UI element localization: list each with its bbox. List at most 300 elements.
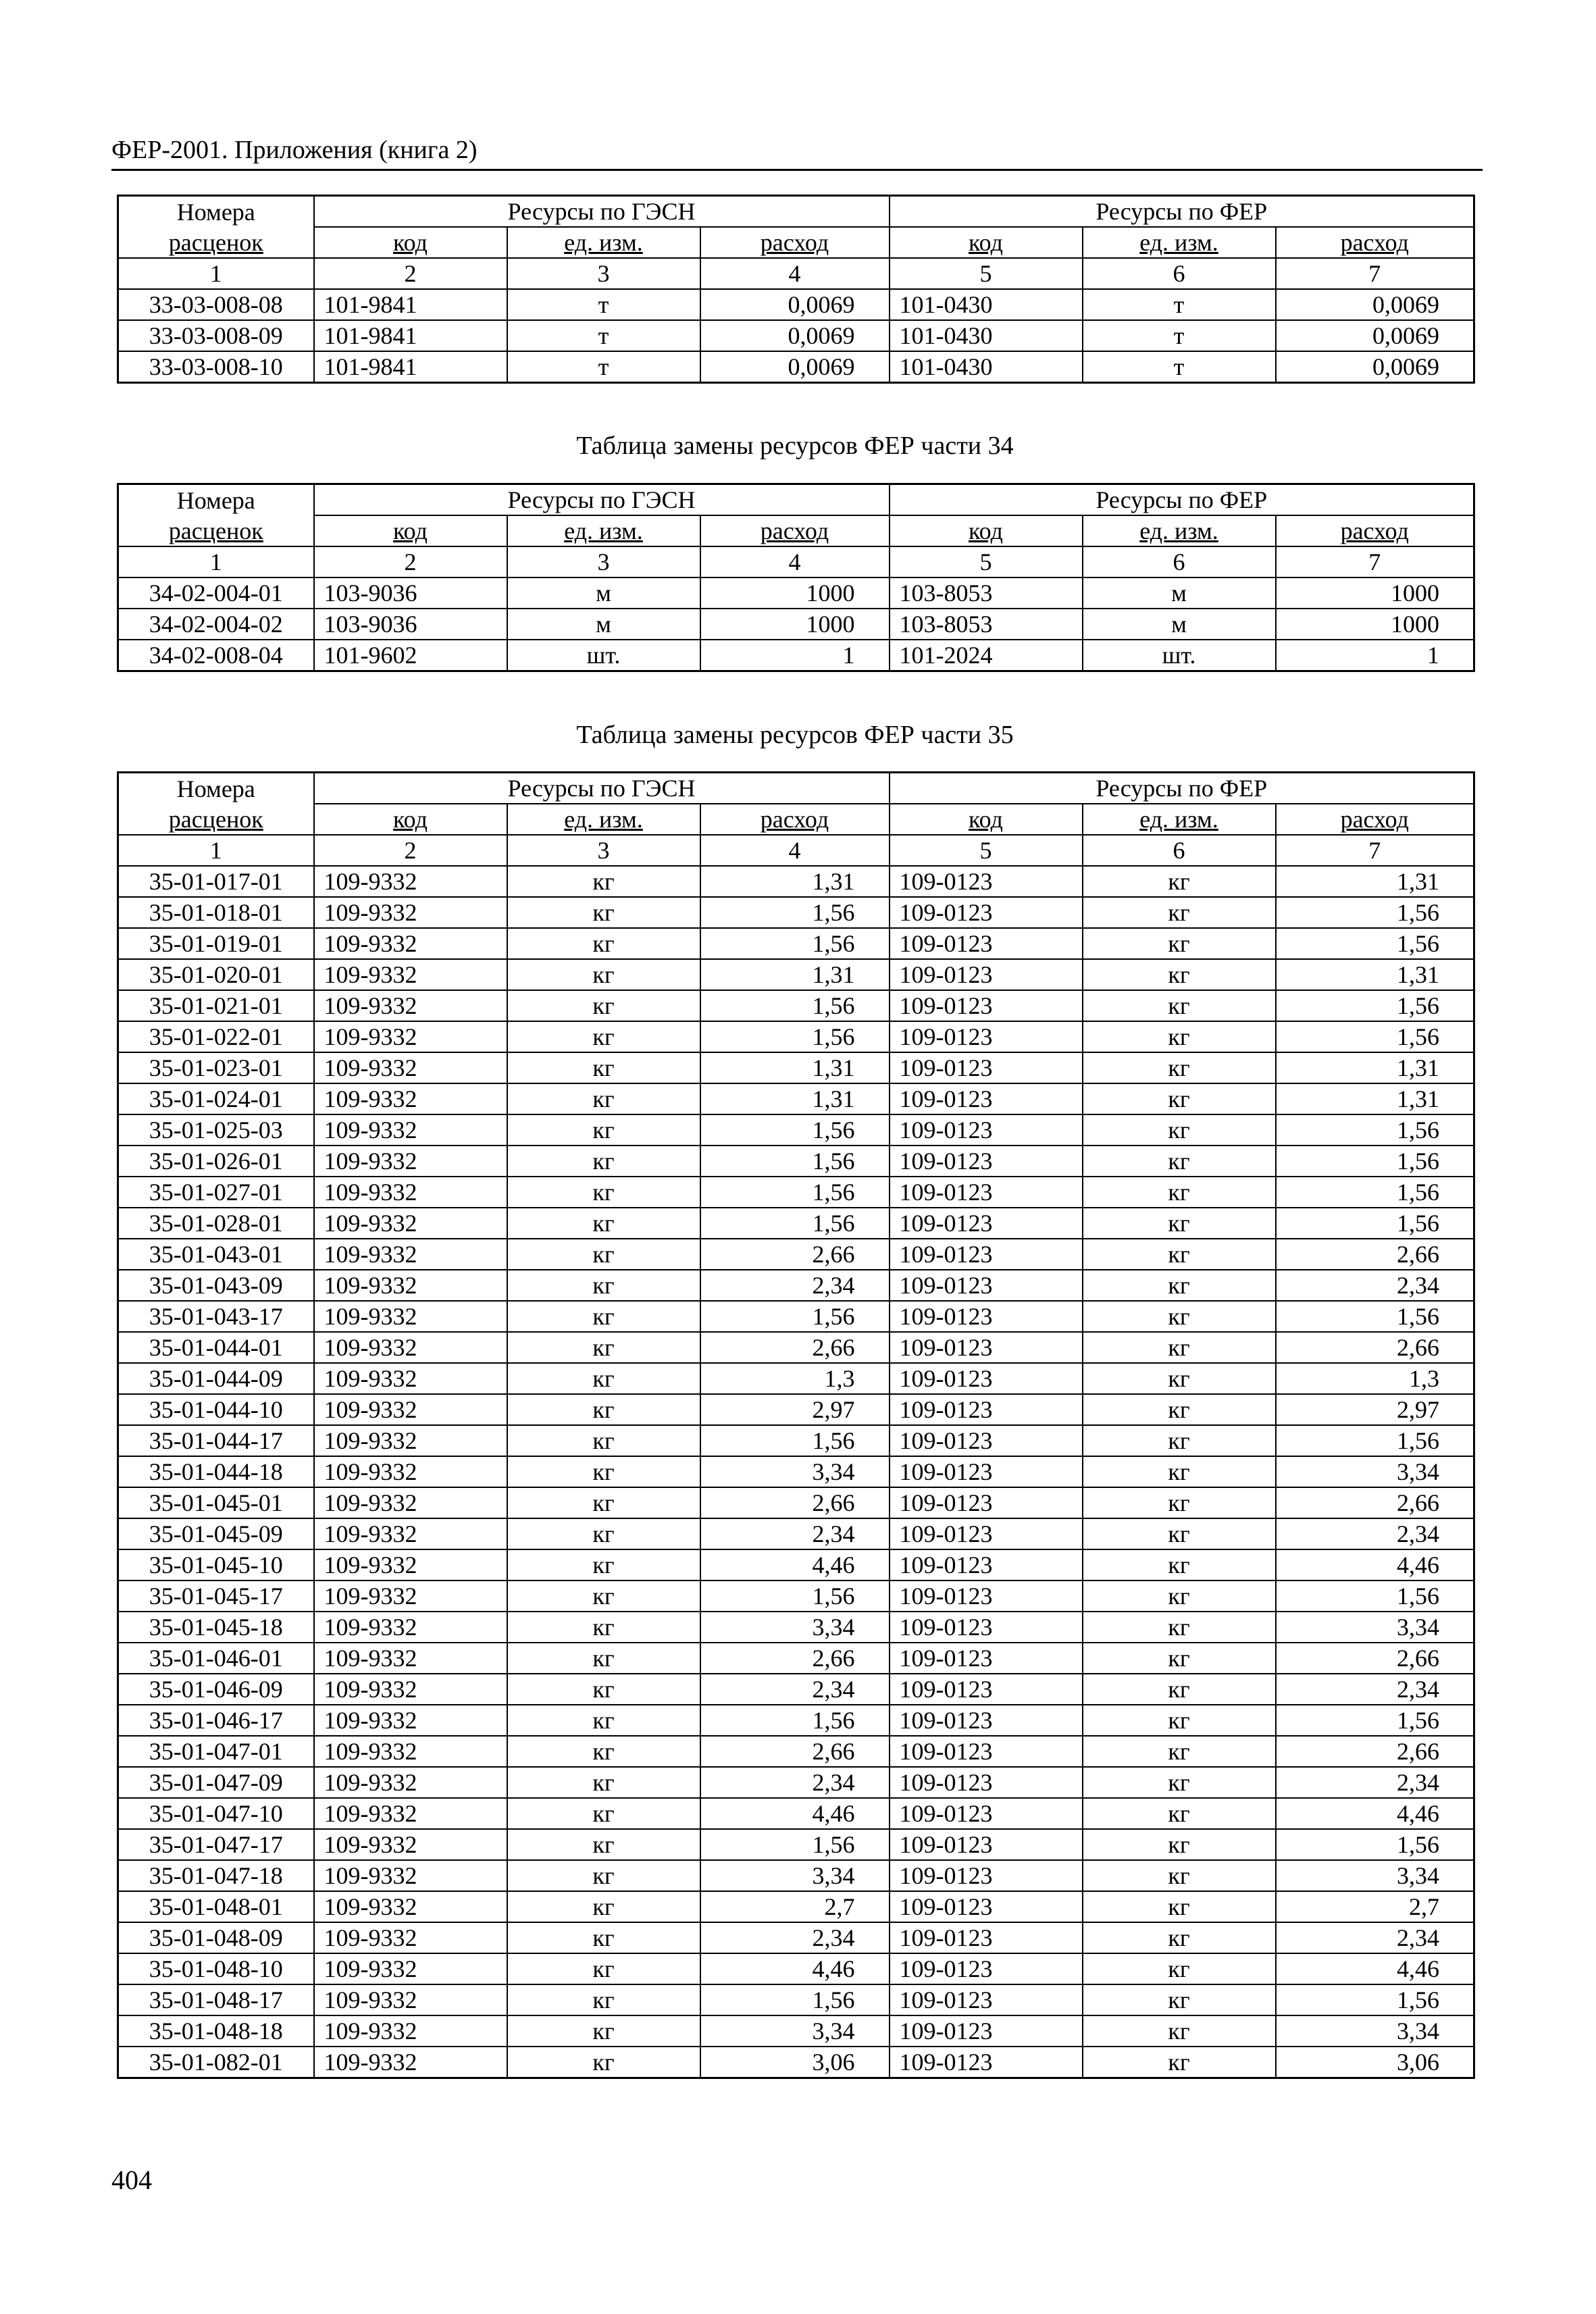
table-row bbox=[118, 1301, 1474, 1332]
fer-code-cell: 109-0123 bbox=[890, 1332, 1083, 1363]
gesn-consumption-cell: 1,56 bbox=[700, 897, 890, 928]
gesn-code-cell: 109-9332 bbox=[314, 1953, 507, 1984]
table-caption-part-35: Таблица замены ресурсов ФЕР части 35 bbox=[576, 721, 1014, 749]
fer-unit-cell: кг bbox=[1083, 1612, 1276, 1643]
gesn-consumption-cell: 1000 bbox=[700, 577, 890, 609]
gesn-code-cell: 109-9332 bbox=[314, 1394, 507, 1425]
rate-number-cell: 35-01-044-10 bbox=[118, 1394, 314, 1425]
rate-number-cell: 35-01-028-01 bbox=[118, 1208, 314, 1239]
fer-unit-cell: кг bbox=[1083, 1891, 1276, 1922]
rate-number-cell: 35-01-043-01 bbox=[118, 1239, 314, 1270]
gesn-consumption-cell: 3,34 bbox=[700, 1860, 890, 1891]
fer-unit-cell: кг bbox=[1083, 897, 1276, 928]
gesn-unit-cell: кг bbox=[507, 1425, 700, 1456]
table-row bbox=[118, 866, 1474, 897]
fer-unit-cell: кг bbox=[1083, 1580, 1276, 1612]
gesn-consumption-header: расход bbox=[700, 227, 890, 258]
fer-code-cell: 109-0123 bbox=[890, 1891, 1083, 1922]
fer-code-cell: 109-0123 bbox=[890, 1922, 1083, 1953]
gesn-consumption-cell: 2,66 bbox=[700, 1332, 890, 1363]
column-number: 7 bbox=[1276, 546, 1474, 577]
fer-unit-header: ед. изм. bbox=[1083, 515, 1276, 546]
gesn-code-cell: 109-9332 bbox=[314, 1363, 507, 1394]
fer-code-cell: 109-0123 bbox=[890, 866, 1083, 897]
fer-consumption-cell: 4,46 bbox=[1276, 1953, 1474, 1984]
gesn-consumption-cell: 1,56 bbox=[700, 1021, 890, 1052]
rate-number-cell: 35-01-045-10 bbox=[118, 1549, 314, 1580]
gesn-code-cell: 103-9036 bbox=[314, 577, 507, 609]
gesn-consumption-cell: 1,31 bbox=[700, 866, 890, 897]
fer-unit-cell: кг bbox=[1083, 1239, 1276, 1270]
gesn-unit-header: ед. изм. bbox=[507, 515, 700, 546]
fer-code-cell: 109-0123 bbox=[890, 1270, 1083, 1301]
gesn-code-cell: 109-9332 bbox=[314, 1487, 507, 1518]
fer-consumption-cell: 1000 bbox=[1276, 609, 1474, 640]
fer-consumption-cell: 3,06 bbox=[1276, 2047, 1474, 2078]
rate-numbers-header: Номера bbox=[118, 196, 314, 228]
fer-consumption-cell: 1,56 bbox=[1276, 897, 1474, 928]
fer-code-cell: 109-0123 bbox=[890, 1394, 1083, 1425]
gesn-consumption-cell: 3,06 bbox=[700, 2047, 890, 2078]
fer-code-cell: 109-0123 bbox=[890, 1052, 1083, 1083]
gesn-code-cell: 109-9332 bbox=[314, 897, 507, 928]
table-row bbox=[118, 1332, 1474, 1363]
fer-unit-cell: т bbox=[1083, 320, 1276, 351]
table-row bbox=[118, 1643, 1474, 1674]
fer-code-cell: 109-0123 bbox=[890, 1829, 1083, 1860]
header-row-groups bbox=[118, 484, 1474, 516]
fer-code-cell: 109-0123 bbox=[890, 1114, 1083, 1146]
fer-code-cell: 103-8053 bbox=[890, 577, 1083, 609]
fer-consumption-cell: 1,56 bbox=[1276, 1146, 1474, 1177]
gesn-unit-cell: т bbox=[507, 289, 700, 320]
fer-unit-cell: кг bbox=[1083, 1643, 1276, 1674]
fer-unit-cell: т bbox=[1083, 351, 1276, 383]
gesn-unit-cell: кг bbox=[507, 1301, 700, 1332]
gesn-unit-cell: кг bbox=[507, 1953, 700, 1984]
gesn-resources-header: Ресурсы по ГЭСН bbox=[314, 484, 890, 516]
rate-number-cell: 33-03-008-10 bbox=[118, 351, 314, 383]
gesn-unit-cell: кг bbox=[507, 1518, 700, 1549]
fer-consumption-cell: 2,66 bbox=[1276, 1332, 1474, 1363]
table-row bbox=[118, 959, 1474, 990]
gesn-consumption-cell: 2,34 bbox=[700, 1674, 890, 1705]
column-number: 4 bbox=[700, 258, 890, 289]
resource-table-part-35 bbox=[117, 771, 1475, 2079]
column-number: 1 bbox=[118, 835, 314, 866]
gesn-code-cell: 109-9332 bbox=[314, 1114, 507, 1146]
fer-unit-cell: кг bbox=[1083, 1114, 1276, 1146]
fer-code-cell: 109-0123 bbox=[890, 1208, 1083, 1239]
gesn-unit-cell: кг bbox=[507, 1643, 700, 1674]
table-row bbox=[118, 351, 1474, 383]
fer-consumption-header: расход bbox=[1276, 804, 1474, 835]
rate-number-cell: 35-01-044-17 bbox=[118, 1425, 314, 1456]
gesn-unit-cell: кг bbox=[507, 1922, 700, 1953]
rate-number-cell: 35-01-046-09 bbox=[118, 1674, 314, 1705]
table-row bbox=[118, 1518, 1474, 1549]
fer-code-cell: 109-0123 bbox=[890, 1705, 1083, 1736]
fer-unit-cell: кг bbox=[1083, 1363, 1276, 1394]
header-row-columns bbox=[118, 227, 1474, 258]
gesn-consumption-cell: 1,31 bbox=[700, 1052, 890, 1083]
gesn-code-cell: 109-9332 bbox=[314, 1021, 507, 1052]
page-header: ФЕР-2001. Приложения (книга 2) bbox=[111, 136, 478, 164]
gesn-code-cell: 109-9332 bbox=[314, 2015, 507, 2047]
table-row bbox=[118, 2015, 1474, 2047]
fer-consumption-cell: 1,56 bbox=[1276, 928, 1474, 959]
rate-number-cell: 35-01-048-17 bbox=[118, 1984, 314, 2015]
fer-unit-cell: кг bbox=[1083, 1052, 1276, 1083]
fer-consumption-cell: 2,66 bbox=[1276, 1643, 1474, 1674]
table-row bbox=[118, 1674, 1474, 1705]
fer-consumption-cell: 1,56 bbox=[1276, 990, 1474, 1021]
fer-code-cell: 109-0123 bbox=[890, 1549, 1083, 1580]
column-number: 2 bbox=[314, 546, 507, 577]
fer-code-cell: 109-0123 bbox=[890, 1767, 1083, 1798]
gesn-consumption-cell: 1,56 bbox=[700, 1146, 890, 1177]
gesn-consumption-cell: 1,56 bbox=[700, 990, 890, 1021]
gesn-unit-cell: кг bbox=[507, 1705, 700, 1736]
gesn-unit-cell: кг bbox=[507, 1798, 700, 1829]
gesn-unit-header: ед. изм. bbox=[507, 804, 700, 835]
gesn-code-cell: 101-9841 bbox=[314, 289, 507, 320]
fer-code-cell: 103-8053 bbox=[890, 609, 1083, 640]
fer-code-cell: 109-0123 bbox=[890, 1674, 1083, 1705]
gesn-unit-cell: м bbox=[507, 609, 700, 640]
gesn-code-cell: 109-9332 bbox=[314, 1829, 507, 1860]
column-number-row bbox=[118, 835, 1474, 866]
gesn-consumption-cell: 1000 bbox=[700, 609, 890, 640]
fer-code-cell: 109-0123 bbox=[890, 928, 1083, 959]
gesn-consumption-cell: 1,31 bbox=[700, 1083, 890, 1114]
gesn-code-header: код bbox=[314, 227, 507, 258]
rate-number-cell: 35-01-026-01 bbox=[118, 1146, 314, 1177]
gesn-unit-cell: кг bbox=[507, 1736, 700, 1767]
fer-unit-cell: кг bbox=[1083, 1270, 1276, 1301]
gesn-consumption-header: расход bbox=[700, 515, 890, 546]
gesn-unit-cell: кг bbox=[507, 1549, 700, 1580]
rate-number-cell: 35-01-043-09 bbox=[118, 1270, 314, 1301]
fer-code-cell: 109-0123 bbox=[890, 1643, 1083, 1674]
gesn-consumption-cell: 4,46 bbox=[700, 1798, 890, 1829]
table-row bbox=[118, 640, 1474, 671]
column-number: 3 bbox=[507, 835, 700, 866]
fer-code-cell: 109-0123 bbox=[890, 1021, 1083, 1052]
fer-consumption-cell: 1,56 bbox=[1276, 1425, 1474, 1456]
fer-consumption-cell: 0,0069 bbox=[1276, 351, 1474, 383]
rate-number-cell: 35-01-047-10 bbox=[118, 1798, 314, 1829]
gesn-consumption-cell: 1,56 bbox=[700, 1580, 890, 1612]
gesn-unit-cell: т bbox=[507, 320, 700, 351]
gesn-code-cell: 109-9332 bbox=[314, 1736, 507, 1767]
gesn-code-cell: 109-9332 bbox=[314, 1549, 507, 1580]
table-row bbox=[118, 1705, 1474, 1736]
table-row bbox=[118, 1363, 1474, 1394]
rate-number-cell: 35-01-018-01 bbox=[118, 897, 314, 928]
gesn-code-cell: 109-9332 bbox=[314, 1177, 507, 1208]
table-row bbox=[118, 609, 1474, 640]
fer-code-cell: 109-0123 bbox=[890, 1301, 1083, 1332]
table-row bbox=[118, 1425, 1474, 1456]
fer-code-cell: 109-0123 bbox=[890, 1580, 1083, 1612]
gesn-unit-cell: кг bbox=[507, 1208, 700, 1239]
table-row bbox=[118, 1487, 1474, 1518]
gesn-code-header: код bbox=[314, 804, 507, 835]
header-row-columns bbox=[118, 804, 1474, 835]
rate-number-cell: 34-02-004-01 bbox=[118, 577, 314, 609]
table-row bbox=[118, 1612, 1474, 1643]
table-row bbox=[118, 289, 1474, 320]
gesn-unit-cell: кг bbox=[507, 1332, 700, 1363]
table-row bbox=[118, 1114, 1474, 1146]
rate-number-cell: 35-01-019-01 bbox=[118, 928, 314, 959]
fer-unit-cell: кг bbox=[1083, 1487, 1276, 1518]
rate-number-cell: 35-01-044-01 bbox=[118, 1332, 314, 1363]
rate-number-cell: 35-01-043-17 bbox=[118, 1301, 314, 1332]
fer-unit-header: ед. изм. bbox=[1083, 227, 1276, 258]
gesn-resources-header: Ресурсы по ГЭСН bbox=[314, 196, 890, 228]
gesn-unit-cell: кг bbox=[507, 959, 700, 990]
fer-consumption-cell: 0,0069 bbox=[1276, 289, 1474, 320]
gesn-unit-cell: кг bbox=[507, 1984, 700, 2015]
rate-number-cell: 35-01-017-01 bbox=[118, 866, 314, 897]
gesn-code-cell: 109-9332 bbox=[314, 1984, 507, 2015]
gesn-unit-header: ед. изм. bbox=[507, 227, 700, 258]
fer-code-cell: 109-0123 bbox=[890, 2015, 1083, 2047]
rate-number-cell: 35-01-047-01 bbox=[118, 1736, 314, 1767]
gesn-code-cell: 109-9332 bbox=[314, 959, 507, 990]
rate-number-cell: 35-01-021-01 bbox=[118, 990, 314, 1021]
fer-unit-cell: кг bbox=[1083, 1146, 1276, 1177]
gesn-unit-cell: шт. bbox=[507, 640, 700, 671]
fer-unit-cell: кг bbox=[1083, 1549, 1276, 1580]
table-row bbox=[118, 1891, 1474, 1922]
gesn-unit-cell: кг bbox=[507, 1021, 700, 1052]
gesn-unit-cell: кг bbox=[507, 1612, 700, 1643]
column-number: 6 bbox=[1083, 835, 1276, 866]
fer-unit-header: ед. изм. bbox=[1083, 804, 1276, 835]
gesn-code-cell: 109-9332 bbox=[314, 1860, 507, 1891]
gesn-code-cell: 109-9332 bbox=[314, 1456, 507, 1487]
table-row bbox=[118, 1798, 1474, 1829]
fer-unit-cell: кг bbox=[1083, 1767, 1276, 1798]
column-number: 4 bbox=[700, 546, 890, 577]
table-caption-part-34: Таблица замены ресурсов ФЕР части 34 bbox=[576, 432, 1014, 460]
fer-consumption-cell: 3,34 bbox=[1276, 1860, 1474, 1891]
gesn-consumption-cell: 2,34 bbox=[700, 1518, 890, 1549]
gesn-unit-cell: кг bbox=[507, 1487, 700, 1518]
gesn-code-cell: 109-9332 bbox=[314, 1083, 507, 1114]
fer-unit-cell: кг bbox=[1083, 1860, 1276, 1891]
rate-number-cell: 35-01-048-01 bbox=[118, 1891, 314, 1922]
header-rule bbox=[111, 169, 1483, 171]
fer-code-header: код bbox=[890, 515, 1083, 546]
gesn-code-cell: 109-9332 bbox=[314, 1891, 507, 1922]
gesn-consumption-cell: 1 bbox=[700, 640, 890, 671]
table-row bbox=[118, 1860, 1474, 1891]
fer-code-cell: 109-0123 bbox=[890, 1425, 1083, 1456]
rate-number-cell: 33-03-008-09 bbox=[118, 320, 314, 351]
gesn-unit-cell: кг bbox=[507, 1674, 700, 1705]
fer-consumption-cell: 1 bbox=[1276, 640, 1474, 671]
fer-code-cell: 109-0123 bbox=[890, 2047, 1083, 2078]
fer-consumption-cell: 4,46 bbox=[1276, 1549, 1474, 1580]
header-row-groups bbox=[118, 773, 1474, 804]
column-number: 2 bbox=[314, 258, 507, 289]
rate-number-cell: 34-02-008-04 bbox=[118, 640, 314, 671]
fer-unit-cell: кг bbox=[1083, 1021, 1276, 1052]
gesn-unit-cell: кг bbox=[507, 1052, 700, 1083]
table-row bbox=[118, 1549, 1474, 1580]
rate-number-cell: 35-01-048-09 bbox=[118, 1922, 314, 1953]
fer-unit-cell: кг bbox=[1083, 1177, 1276, 1208]
fer-unit-cell: кг bbox=[1083, 1425, 1276, 1456]
gesn-consumption-cell: 2,34 bbox=[700, 1270, 890, 1301]
fer-consumption-cell: 1,31 bbox=[1276, 866, 1474, 897]
gesn-code-cell: 109-9332 bbox=[314, 990, 507, 1021]
fer-unit-cell: кг bbox=[1083, 1953, 1276, 1984]
fer-code-cell: 109-0123 bbox=[890, 1083, 1083, 1114]
fer-consumption-cell: 1,56 bbox=[1276, 1984, 1474, 2015]
fer-code-cell: 109-0123 bbox=[890, 1456, 1083, 1487]
fer-unit-cell: шт. bbox=[1083, 640, 1276, 671]
rate-number-cell: 35-01-045-18 bbox=[118, 1612, 314, 1643]
gesn-consumption-cell: 3,34 bbox=[700, 1456, 890, 1487]
fer-consumption-cell: 3,34 bbox=[1276, 1456, 1474, 1487]
fer-unit-cell: кг bbox=[1083, 990, 1276, 1021]
fer-consumption-cell: 1000 bbox=[1276, 577, 1474, 609]
fer-unit-cell: кг bbox=[1083, 1736, 1276, 1767]
rate-number-cell: 34-02-004-02 bbox=[118, 609, 314, 640]
fer-unit-cell: кг bbox=[1083, 1674, 1276, 1705]
gesn-unit-cell: кг bbox=[507, 1270, 700, 1301]
gesn-unit-cell: кг bbox=[507, 1239, 700, 1270]
gesn-consumption-cell: 1,56 bbox=[700, 928, 890, 959]
column-number: 5 bbox=[890, 546, 1083, 577]
gesn-unit-cell: т bbox=[507, 351, 700, 383]
fer-consumption-cell: 1,56 bbox=[1276, 1301, 1474, 1332]
table-row bbox=[118, 928, 1474, 959]
gesn-unit-cell: кг bbox=[507, 1363, 700, 1394]
rate-numbers-header: Номера bbox=[118, 773, 314, 804]
gesn-code-cell: 109-9332 bbox=[314, 1332, 507, 1363]
fer-consumption-cell: 1,56 bbox=[1276, 1705, 1474, 1736]
rate-number-cell: 35-01-047-09 bbox=[118, 1767, 314, 1798]
fer-code-header: код bbox=[890, 227, 1083, 258]
fer-unit-cell: кг bbox=[1083, 1394, 1276, 1425]
fer-consumption-cell: 2,66 bbox=[1276, 1239, 1474, 1270]
column-number-row bbox=[118, 258, 1474, 289]
gesn-resources-header: Ресурсы по ГЭСН bbox=[314, 773, 890, 804]
fer-code-cell: 101-0430 bbox=[890, 289, 1083, 320]
rate-number-cell: 35-01-082-01 bbox=[118, 2047, 314, 2078]
table-row bbox=[118, 1083, 1474, 1114]
table-row bbox=[118, 1208, 1474, 1239]
gesn-consumption-cell: 1,56 bbox=[700, 1984, 890, 2015]
gesn-code-cell: 109-9332 bbox=[314, 1052, 507, 1083]
fer-code-cell: 109-0123 bbox=[890, 1953, 1083, 1984]
gesn-unit-cell: кг bbox=[507, 1083, 700, 1114]
fer-code-cell: 109-0123 bbox=[890, 1518, 1083, 1549]
gesn-code-cell: 103-9036 bbox=[314, 609, 507, 640]
gesn-consumption-cell: 0,0069 bbox=[700, 289, 890, 320]
table-row bbox=[118, 1984, 1474, 2015]
gesn-code-cell: 109-9332 bbox=[314, 928, 507, 959]
gesn-unit-cell: кг bbox=[507, 1767, 700, 1798]
table-row bbox=[118, 897, 1474, 928]
column-number-row bbox=[118, 546, 1474, 577]
gesn-unit-cell: кг bbox=[507, 1580, 700, 1612]
fer-consumption-cell: 2,34 bbox=[1276, 1518, 1474, 1549]
gesn-consumption-cell: 0,0069 bbox=[700, 320, 890, 351]
gesn-unit-cell: кг bbox=[507, 1829, 700, 1860]
gesn-code-cell: 109-9332 bbox=[314, 1922, 507, 1953]
fer-consumption-cell: 1,56 bbox=[1276, 1177, 1474, 1208]
table-row bbox=[118, 1394, 1474, 1425]
gesn-consumption-cell: 2,97 bbox=[700, 1394, 890, 1425]
fer-code-cell: 109-0123 bbox=[890, 897, 1083, 928]
gesn-unit-cell: кг bbox=[507, 1860, 700, 1891]
gesn-code-cell: 101-9841 bbox=[314, 351, 507, 383]
gesn-code-cell: 101-9841 bbox=[314, 320, 507, 351]
rate-number-cell: 35-01-048-10 bbox=[118, 1953, 314, 1984]
gesn-unit-cell: кг bbox=[507, 1177, 700, 1208]
fer-consumption-cell: 2,34 bbox=[1276, 1767, 1474, 1798]
column-number: 1 bbox=[118, 258, 314, 289]
fer-unit-cell: кг bbox=[1083, 1456, 1276, 1487]
gesn-code-cell: 109-9332 bbox=[314, 1301, 507, 1332]
resource-table-part-34 bbox=[117, 483, 1475, 672]
gesn-code-cell: 109-9332 bbox=[314, 1612, 507, 1643]
table-row bbox=[118, 1239, 1474, 1270]
gesn-consumption-cell: 2,34 bbox=[700, 1922, 890, 1953]
fer-consumption-cell: 1,56 bbox=[1276, 1829, 1474, 1860]
column-number: 6 bbox=[1083, 546, 1276, 577]
page-number: 404 bbox=[111, 2165, 152, 2195]
fer-unit-cell: кг bbox=[1083, 959, 1276, 990]
fer-code-header: код bbox=[890, 804, 1083, 835]
gesn-unit-cell: кг bbox=[507, 866, 700, 897]
column-number: 4 bbox=[700, 835, 890, 866]
gesn-consumption-cell: 2,66 bbox=[700, 1239, 890, 1270]
rate-numbers-header: Номера bbox=[118, 484, 314, 516]
gesn-consumption-cell: 4,46 bbox=[700, 1953, 890, 1984]
gesn-consumption-cell: 1,56 bbox=[700, 1114, 890, 1146]
fer-consumption-cell: 2,97 bbox=[1276, 1394, 1474, 1425]
fer-unit-cell: кг bbox=[1083, 1705, 1276, 1736]
table-row bbox=[118, 1922, 1474, 1953]
rate-numbers-header-line2: расценок bbox=[118, 227, 314, 258]
fer-unit-cell: кг bbox=[1083, 1922, 1276, 1953]
gesn-code-cell: 109-9332 bbox=[314, 1580, 507, 1612]
fer-unit-cell: кг bbox=[1083, 866, 1276, 897]
fer-consumption-header: расход bbox=[1276, 515, 1474, 546]
column-number: 5 bbox=[890, 258, 1083, 289]
fer-consumption-cell: 1,3 bbox=[1276, 1363, 1474, 1394]
fer-unit-cell: кг bbox=[1083, 2047, 1276, 2078]
fer-code-cell: 109-0123 bbox=[890, 1612, 1083, 1643]
fer-consumption-cell: 2,34 bbox=[1276, 1270, 1474, 1301]
fer-consumption-cell: 2,34 bbox=[1276, 1674, 1474, 1705]
fer-code-cell: 109-0123 bbox=[890, 1798, 1083, 1829]
fer-consumption-cell: 2,66 bbox=[1276, 1487, 1474, 1518]
rate-number-cell: 35-01-045-17 bbox=[118, 1580, 314, 1612]
rate-number-cell: 35-01-022-01 bbox=[118, 1021, 314, 1052]
table-row bbox=[118, 1177, 1474, 1208]
table-row bbox=[118, 2047, 1474, 2078]
column-number: 2 bbox=[314, 835, 507, 866]
